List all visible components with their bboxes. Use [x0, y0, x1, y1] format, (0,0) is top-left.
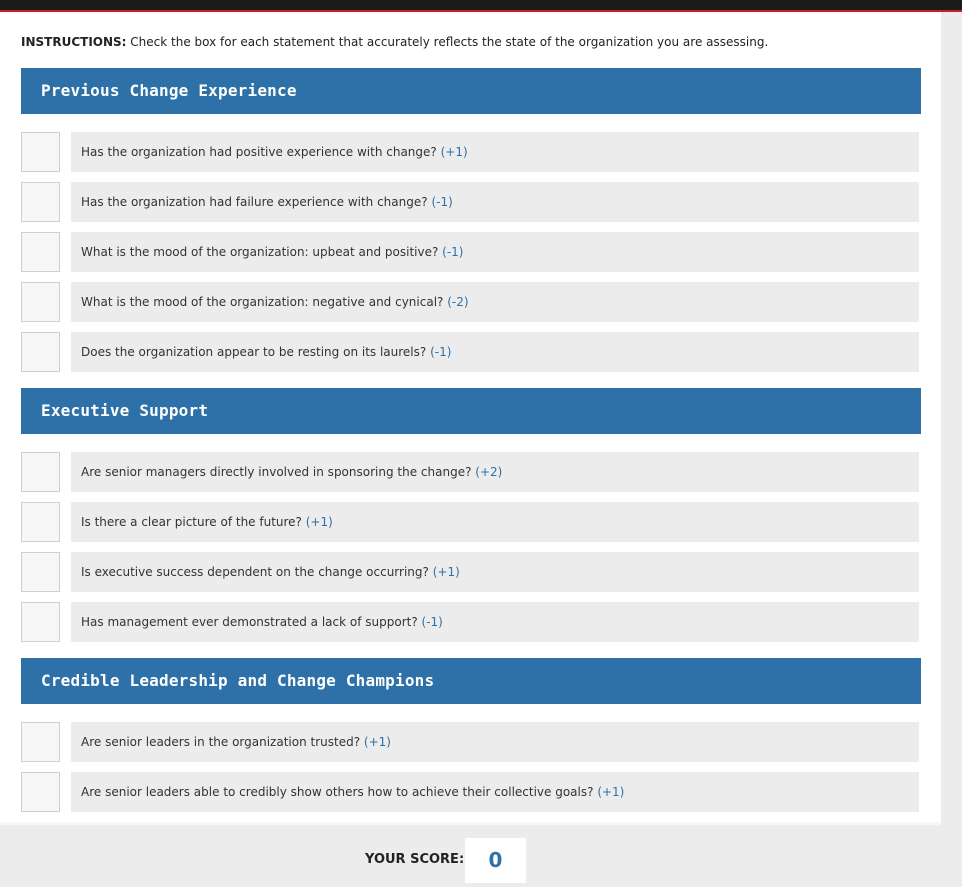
question-checkbox[interactable]: [21, 452, 60, 492]
question-points: (+1): [597, 785, 625, 799]
question-label: [71, 182, 919, 222]
question-text: Does the organization appear to be resting on its laurels?: [81, 345, 431, 359]
question-text: Is there a clear picture of the future?: [81, 515, 306, 529]
question-row: [21, 602, 921, 642]
question-label: [71, 332, 919, 372]
question-points: (+1): [440, 145, 468, 159]
question-label: [71, 552, 919, 592]
question-checkbox[interactable]: [21, 332, 60, 372]
question-text: Are senior managers directly involved in sponsoring the change?: [81, 465, 476, 479]
question-row: [21, 772, 921, 812]
question-row: [21, 502, 921, 542]
question-text: Has management ever demonstrated a lack of support?: [81, 615, 422, 629]
question-text: Is executive success dependent on the change occurring?: [81, 565, 433, 579]
question-checkbox[interactable]: [21, 602, 60, 642]
question-checkbox[interactable]: [21, 232, 60, 272]
question-label: [71, 772, 919, 812]
question-row: [21, 132, 921, 172]
question-row: [21, 332, 921, 372]
section-header-credible-leadership: Credible Leadership and Change Champions: [21, 658, 921, 704]
scrollbar-track[interactable]: [941, 12, 962, 887]
question-points: (+1): [363, 735, 391, 749]
question-label: [71, 282, 919, 322]
section-header-previous-change: Previous Change Experience: [21, 68, 921, 114]
score-value: 0: [465, 838, 526, 883]
question-text: Are senior leaders able to credibly show others how to achieve their collective goals?: [81, 785, 598, 799]
question-points: (+2): [475, 465, 503, 479]
question-checkbox[interactable]: [21, 132, 60, 172]
instructions-label: INSTRUCTIONS:: [21, 35, 127, 49]
question-points: (+1): [432, 565, 460, 579]
question-points: (+1): [305, 515, 333, 529]
question-label: [71, 132, 919, 172]
question-row: [21, 452, 921, 492]
question-text: Has the organization had positive experience with change?: [81, 145, 441, 159]
section-header-executive-support: Executive Support: [21, 388, 921, 434]
question-label: [71, 232, 919, 272]
top-bar: [0, 0, 962, 12]
question-checkbox[interactable]: [21, 502, 60, 542]
question-text: Are senior leaders in the organization trusted?: [81, 735, 364, 749]
score-label: YOUR SCORE:: [365, 852, 465, 867]
question-row: [21, 232, 921, 272]
score-bar: [0, 822, 941, 887]
question-row: [21, 182, 921, 222]
instructions-text: Check the box for each statement that accurately reflects the state of the organization you are assessing.: [126, 35, 769, 49]
question-label: [71, 502, 919, 542]
question-points: (-1): [431, 195, 453, 209]
question-points: (-1): [442, 245, 464, 259]
question-checkbox[interactable]: [21, 282, 60, 322]
question-label: [71, 722, 919, 762]
question-text: Has the organization had failure experience with change?: [81, 195, 432, 209]
question-checkbox[interactable]: [21, 772, 60, 812]
question-label: [71, 602, 919, 642]
question-row: [21, 722, 921, 762]
question-row: [21, 552, 921, 592]
question-points: (-1): [430, 345, 452, 359]
question-points: (-1): [421, 615, 443, 629]
question-points: (-2): [447, 295, 469, 309]
question-text: What is the mood of the organization: upbeat and positive?: [81, 245, 443, 259]
question-checkbox[interactable]: [21, 552, 60, 592]
question-text: What is the mood of the organization: negative and cynical?: [81, 295, 448, 309]
question-row: [21, 282, 921, 322]
question-checkbox[interactable]: [21, 182, 60, 222]
question-label: [71, 452, 919, 492]
instructions: [21, 35, 768, 49]
question-checkbox[interactable]: [21, 722, 60, 762]
